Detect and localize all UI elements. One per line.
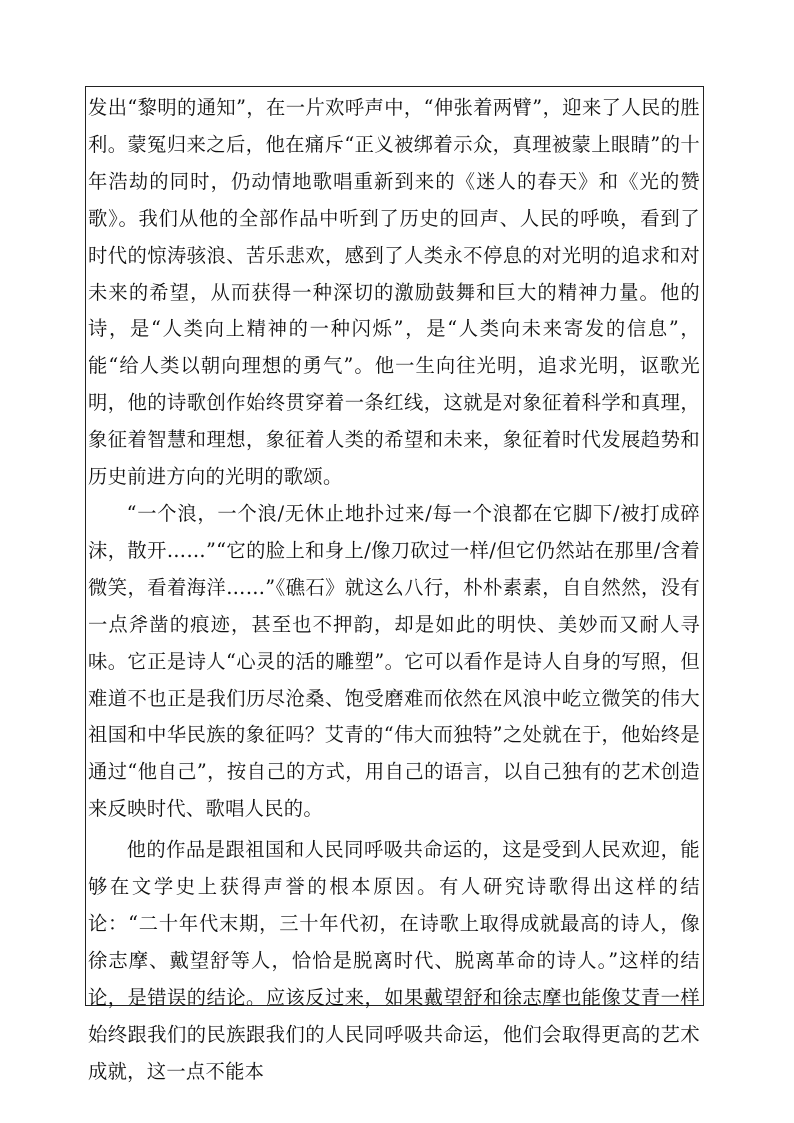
document-body (88, 90, 700, 1090)
paragraph-1: 发出“黎明的通知”，在一片欢呼声中，“伸张着两臂”，迎来了人民的胜利。蒙冤归来之后，他在痛斥“正义被绑着示众，真理被蒙上眼睛”的十年浩劫的同时，仍动情地歌唱重新到来的《迷人的春天》和《光的赞歌》。我们从他的全部作品中听到了历史的回声、人民的呼唤，看到了时代的惊涛骇浪、苦乐悲欢，感到了人类永不停息的对光明的追求和对未来的希望，从而获得一种深切的激励鼓舞和巨大的精神力量。他的诗，是“人类向上精神的一种闪烁”，是“人类向未来寄发的信息”，能“给人类以朝向理想的勇气”。他一生向往光明，追求光明，讴歌光明，他的诗歌创作始终贯穿着一条红线，这就是对象征着科学和真理，象征着智慧和理想，象征着人类的希望和未来，象征着时代发展趋势和历史前进方向的光明的歌颂。 (88, 96, 700, 489)
paragraph-2: “一个浪，一个浪/无休止地扑过来/每一个浪都在它脚下/被打成碎沫，散开……”“它的脸上和身上/像刀砍过一样/但它仍然站在那里/含着微笑，看着海洋……”《礁石》就这么八行，朴朴素素，自自然然，没有一点斧凿的痕迹，甚至也不押韵，却是如此的明快、美妙而又耐人寻味。它正是诗人“心灵的活的雕塑”。它可以看作是诗人自身的写照，但难道不也正是我们历尽沧桑、饱受磨难而依然在风浪中屹立微笑的伟大祖国和中华民族的象征吗？艾青的“伟大而独特”之处就在于，他始终是通过“他自己”，按自己的方式，用自己的语言，以自己独有的艺术创造来反映时代、歌唱人民的。 (88, 501, 700, 821)
paragraph-3: 他的作品是跟祖国和人民同呼吸共命运的，这是受到人民欢迎，能够在文学史上获得声誉的根本原因。有人研究诗歌得出这样的结论：“二十年代末期，三十年代初，在诗歌上取得成就最高的诗人，像徐志摩、戴望舒等人，恰恰是脱离时代、脱离革命的诗人。”这样的结论，是错误的结论。应该反过来，如果戴望舒和徐志摩也能像艾青一样始终跟我们的民族跟我们的人民同呼吸共命运，他们会取得更高的艺术成就，这一点不能本 (88, 838, 700, 1083)
